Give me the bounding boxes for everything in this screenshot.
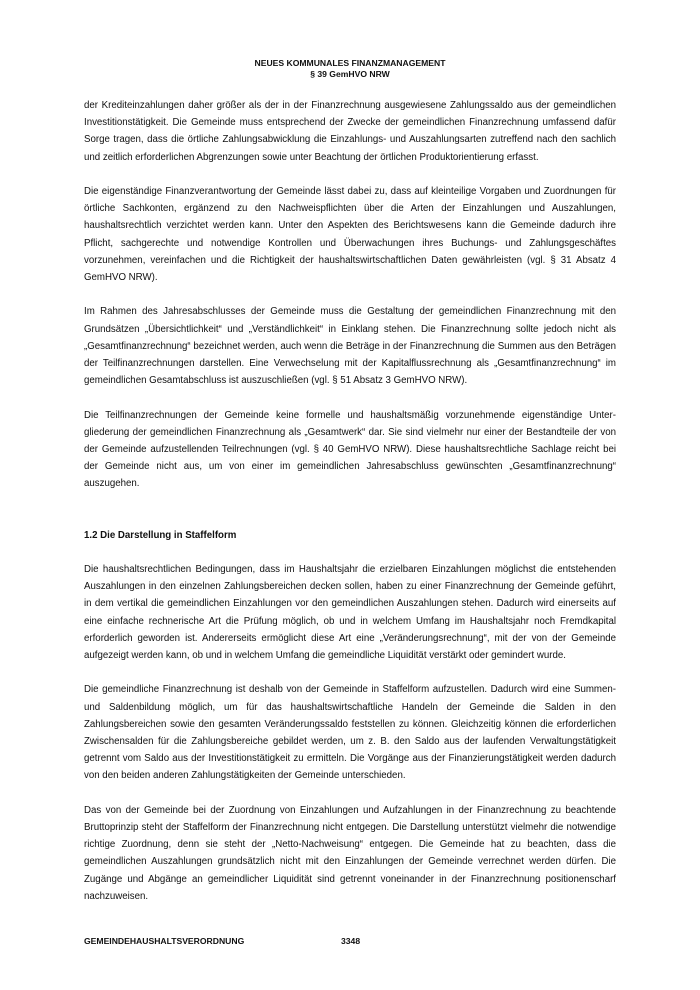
header-subtitle: § 39 GemHVO NRW	[310, 69, 390, 79]
body-paragraph: der Krediteinzahlungen daher größer als der in der Finanzrechnung ausgewiesene Zahlungssaldo aus der gemeindlichen Investitionstätigkeit. Die Gemeinde muss entsprechend der Zwecke der gemeindlichen Finanzrechnung umfassend dafür Sorge tragen, dass die örtliche Zahlungsabwicklung die Einzahlungs- und Auszahlungsarten zutreffend nach den sachlich und zeitlich erforderlichen Abgrenzungen sowie unter Beachtung der örtlichen Produktorientierung erfasst.	[84, 100, 616, 163]
body-paragraph: Die Teilfinanzrechnungen der Gemeinde keine formelle und haushaltsmäßig vorzunehmende eigenständige Untergliederung der gemeindlichen Finanzrechnung als „Gesamtwerk“ dar. Sie sind vielmehr nur einer der Bestandteile der von der Gemeinde aufzustellenden Teilrechnungen (vgl. § 40 GemHVO NRW). Diese haushaltsrechtliche Sachlage reicht bei der Gemeinde nicht aus, um von einer im gemeindlichen Jahresabschluss gewünschten „Gesamtfinanzrechnung“ auszugehen.	[84, 409, 616, 490]
body-paragraph: Die eigenständige Finanzverantwortung der Gemeinde lässt dabei zu, dass auf kleinteilige Vorgaben und Zuordnungen für örtliche Sachkonten, ergänzend zu den Nachweispflichten über die Arten der Einzahlungen und Auszahlungen, haushaltsrechtlich verzichtet werden kann. Unter den Aspekten des Berichtswesens kann die Gemeinde dadurch ihre Pflicht, sachgerechte und notwendige Kontrollen und Überwachungen ihres Buchungs- und Zahlungsgeschäftes vorzunehmen, vereinfachen und die Richtigkeit der haushaltswirtschaftlichen Daten gewährleisten (vgl. § 31 Absatz 4 GemHVO NRW).	[84, 186, 616, 284]
body-paragraph: Das von der Gemeinde bei der Zuordnung von Einzahlungen und Aufzahlungen in der Finanzrechnung zu beachtende Bruttoprinzip steht der Staffelform der Finanzrechnung nicht entgegen. Die Darstellung unterstützt vielmehr die notwendige richtige Zuordnung, denn sie steht der „Netto-Nachweisung“ entgegen. Die Gemeinde hat zu beachten, dass die gemeindlichen Auszahlungen grundsätzlich nicht mit den Einzahlungen der Gemeinde verrechnet werden dürfen. Die Zugänge und Abgänge an gemeindlicher Liquidität sind getrennt voneinander in der Finanzrechnung positionenscharf nachzuweisen.	[84, 804, 616, 902]
page-content	[84, 97, 616, 922]
header-title: NEUES KOMMUNALES FINANZMANAGEMENT	[254, 58, 446, 68]
body-paragraph: Im Rahmen des Jahresabschlusses der Gemeinde muss die Gestaltung der gemeindlichen Finanzrechnung mit den Grundsätzen „Übersichtlichkeit“ und „Verständlichkeit“ in Einklang stehen. Die Finanzrechnung sollte jedoch nicht als „Gesamtfinanzrechnung“ bezeichnet werden, auch wenn die Beträge in der Finanzrechnung die Summen aus den Beträgen der Teilfinanzrechnungen darstellen. Eine Verwechselung mit der Kapitalflussrechnung als „Gesamtfinanzrechnung“ im gemeindlichen Gesamtabschluss ist auszuschließen (vgl. § 51 Absatz 3 GemHVO NRW).	[84, 306, 616, 387]
page-header	[0, 58, 700, 80]
footer-title: GEMEINDEHAUSHALTSVERORDNUNG	[84, 936, 245, 946]
page-number: 3348	[341, 936, 361, 946]
section-heading: 1.2 Die Darstellung in Staffelform	[84, 529, 237, 541]
body-paragraph: Die haushaltsrechtlichen Bedingungen, dass im Haushaltsjahr die erzielbaren Einzahlungen möglichst die entstehenden Auszahlungen in den einzelnen Zahlungsbereichen decken sollen, haben zu einer Finanzrechnung der Gemeinde geführt, in dem vertikal die gemeindlichen Einzahlungen vor den gemeindlichen Auszahlungen stehen. Dadurch wird einerseits auf eine einfache rechnerische Art die Prüfung möglich, ob und in welchem Umfang im Haushaltsjahr noch Fremdkapital erforderlich geworden ist. Andererseits ermöglicht diese Art eine „Veränderungsrechnung“, mit der von der Gemeinde aufgezeigt werden kann, ob und in welchem Umfang die gemeindliche Liquidität verstärkt oder gemindert wurde.	[84, 564, 616, 662]
body-paragraph: Die gemeindliche Finanzrechnung ist deshalb von der Gemeinde in Staffelform aufzustellen. Dadurch wird eine Summen- und Saldenbildung möglich, um für das haushaltswirtschaftliche Handeln der Gemeinde die Salden in den Zahlungsbereichen sowie den gesamten Veränderungssaldo feststellen zu können. Gleichzeitig können die erforderlichen Zwischensalden für die Zahlungsbereiche gebildet werden, um z. B. den Saldo aus der laufenden Verwaltungstätigkeit getrennt vom Saldo aus der Investitionstätigkeit zu ermitteln. Die Vorgänge aus der Finanzierungstätigkeit werden dadurch von den beiden anderen Zahlungstätigkeiten der Gemeinde unterschieden.	[84, 684, 616, 782]
